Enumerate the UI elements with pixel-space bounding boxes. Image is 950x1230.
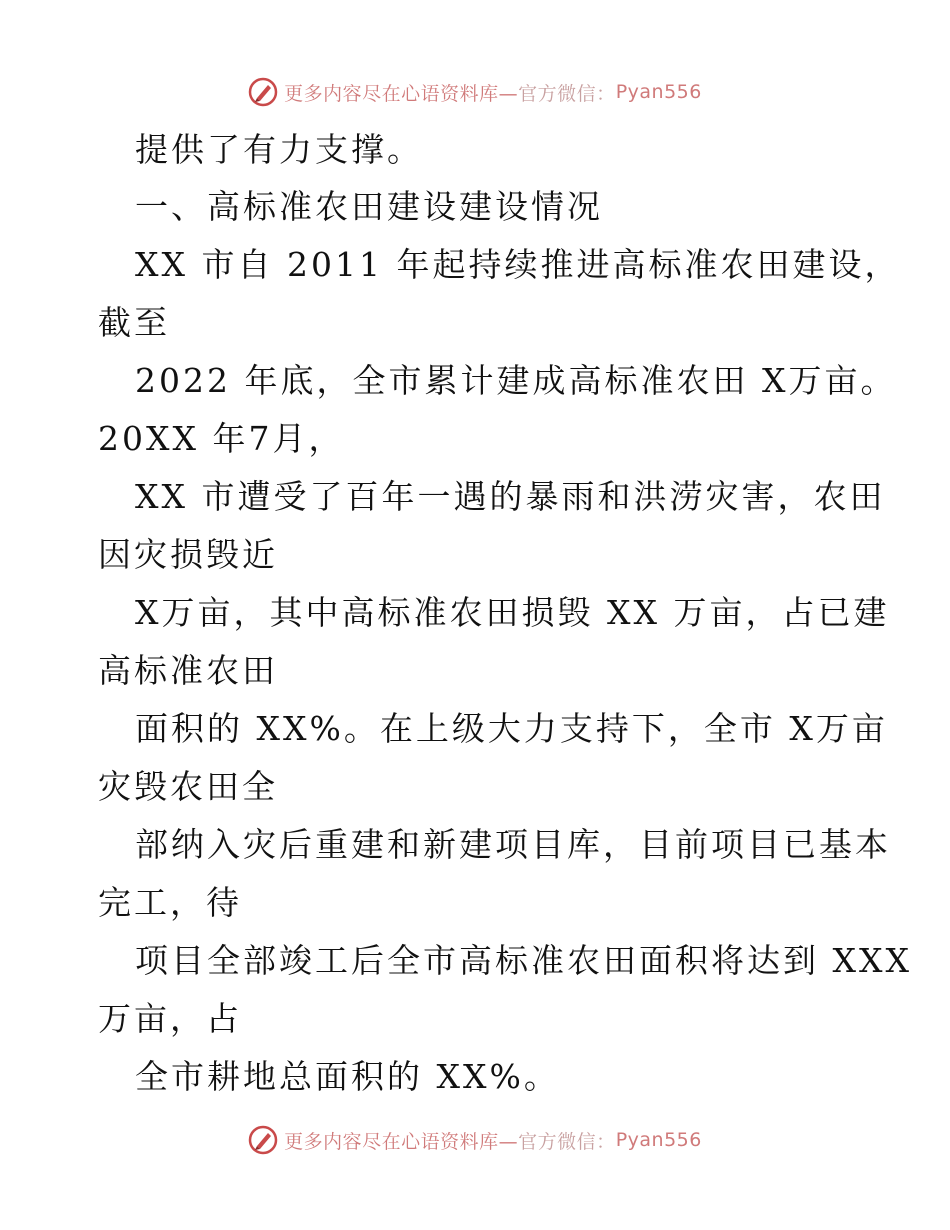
paragraph-line: 截至 [98, 303, 170, 342]
watermark-footer [0, 1120, 950, 1160]
paragraph-line: 万亩，占 [98, 999, 242, 1038]
paragraph-line: 20XX 年7月， [98, 419, 345, 458]
paragraph-line: 因灾损毁近 [98, 535, 278, 574]
paragraph-line: 提供了有力支撑。 [135, 130, 423, 169]
paragraph-line: XX 市自 2011 年起持续推进高标准农田建设， [135, 245, 901, 284]
watermark-wechat-id: Pyan556 [615, 81, 702, 103]
watermark-wechat-label: 官方微信： [518, 1130, 616, 1153]
watermark-wechat-id: Pyan556 [615, 1129, 702, 1151]
paragraph-line: X万亩，其中高标准农田损毁 XX 万亩，占已建 [135, 593, 890, 632]
paragraph-line: 面积的 XX%。在上级大力支持下，全市 X万亩 [135, 709, 888, 748]
paragraph-line: XX 市遭受了百年一遇的暴雨和洪涝灾害，农田 [135, 477, 886, 516]
paragraph-line: 高标准农田 [98, 651, 278, 690]
watermark-text: 更多内容尽在心语资料库— [284, 1130, 519, 1153]
section-heading: 一、高标准农田建设建设情况 [135, 187, 603, 226]
paragraph-line: 灾毁农田全 [98, 767, 278, 806]
paragraph-line: 部纳入灾后重建和新建项目库，目前项目已基本 [135, 825, 891, 864]
paragraph-line: 项目全部竣工后全市高标准农田面积将达到 XXX [135, 941, 912, 980]
watermark-wechat-label: 官方微信： [518, 82, 616, 105]
watermark-text: 更多内容尽在心语资料库— [284, 82, 519, 105]
pen-logo-icon [248, 77, 278, 107]
paragraph-line: 全市耕地总面积的 XX%。 [135, 1057, 560, 1096]
paragraph-line: 2022 年底，全市累计建成高标准农田 X万亩。 [135, 361, 897, 400]
watermark-header [0, 72, 950, 112]
pen-logo-icon [248, 1125, 278, 1155]
paragraph-line: 完工，待 [98, 883, 242, 922]
